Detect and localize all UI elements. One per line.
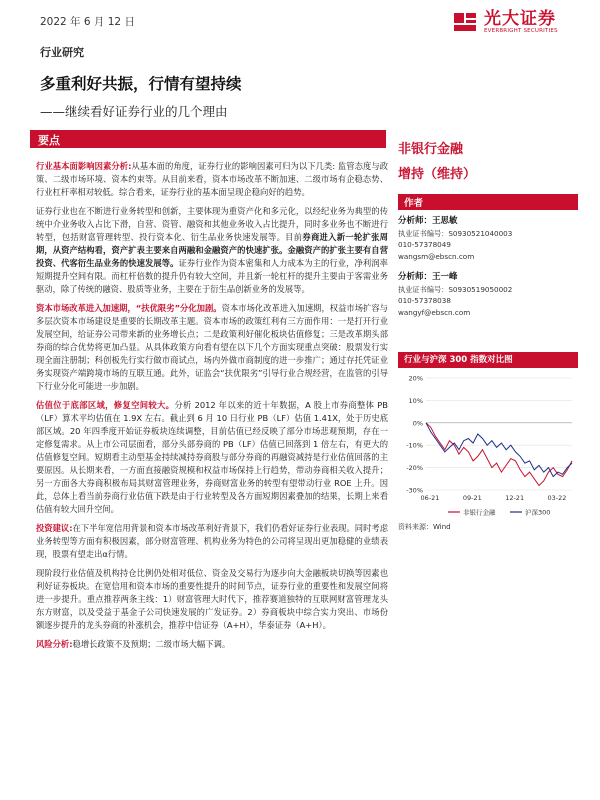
summary-label: 要点 [38,134,60,147]
index-comparison-chart [398,370,578,520]
sidebar [398,130,578,532]
report-title: 多重利好共振，行情有望持续 [40,75,242,93]
paragraph-valuation [36,399,388,516]
x-tick-label: 09-21 [462,494,482,502]
x-tick-label: 12-21 [505,494,525,502]
summary-body [36,160,388,657]
legend-label: 非银行金融 [463,508,496,517]
industry-rating: 增持（维持） [398,167,477,182]
brand-logo [452,6,582,38]
y-tick-label: -30% [406,486,423,495]
legend-label: 沪深300 [525,508,551,517]
y-tick-label: 0% [412,419,423,428]
paragraph-lead: 行业基本面影响因素分析: [36,161,132,171]
paragraph-lead: 估值位于底部区域，修复空间较大。 [36,400,175,410]
analyst-cert: 执业证书编号：S0930521040003 [398,228,513,238]
authors-header-bar [398,194,578,210]
analyst-name: 分析师：王思敏 [398,216,458,226]
paragraph-transformation [36,205,388,296]
paragraph-lead: 风险分析: [36,639,73,649]
paragraph-investment-advice [36,522,388,561]
analyst-card [398,272,578,318]
paragraph-text: 证券行业也在不断进行业务转型和创新，主要体现为重资产化和多元化，以经纪业务为典型的传统中介业务收入占比下滑，自营、资管、融资和其他业务收入占比提升，同时多业务也不断进行转型，包括财富管理转型、投行资本化、衍生品业务快速发展等。目前 [36,206,388,242]
analyst-card [398,216,578,262]
paragraph-fundamentals [36,160,388,199]
paragraph-text: 证券行业作为资本密集和人力成本为主的行业，净利润率短期提升空间有限。而杠杆倍数的提升仍有较大空间，并且新一轮杠杆的提升主要由于客需业务驱动，除了传统的融资、股质等业务，主要在于衍生品创新业务的发展等。 [36,258,388,294]
paragraph-emphasis: 券商进入新一轮扩张周期，从资产结构看，资产扩表主要来自两融和金融资产的快速扩张。金融资产的扩张主要有自营投资、代客衍生品业务的快速发展等。 [36,232,388,268]
analyst-email[interactable]: wangyf@ebscn.com [398,307,471,317]
paragraph-text: 在下半年宽信用背景和资本市场改革利好背景下，我们仍看好证券行业表现。同时考虑业务转型等方面有积极因素，部分财富管理、机构业务为特色的公司将呈现出更加稳健的业绩表现，股票有望走出α行情。 [36,523,388,559]
analyst-cert: 执业证书编号：S0930519050002 [398,284,513,294]
analyst-phone: 010-57378038 [398,296,451,305]
x-tick-label: 03-22 [547,494,567,502]
y-tick-label: 10% [408,396,423,405]
paragraph-text: 稳增长政策不及预期；二级市场大幅下调。 [72,639,231,649]
x-tick-label: 06-21 [420,494,440,502]
y-tick-label: 20% [408,374,423,383]
chart-header-bar [398,352,578,368]
paragraph-lead: 资本市场改革进入加速期，“扶优限劣”分化加剧。 [36,303,222,313]
everbright-logo-icon [452,9,478,35]
paragraph-text: 资本市场化改革进入加速期，权益市场扩容与多层次资本市场建设是重要的长期改革主题。资本市场的政策红利有三方面作用：一是打开行业发展空间，给证券公司带来新的业务增长点；二是政策利好催化板块估值修复；三是改革期头部券商的综合优势将更加凸显。从具体政策方向看有望在以下几个方面实现重点突破：股票发行实现全面注册制；科创板先行实行做市商试点，场内外做市商制度的进一步推广；通过存托凭证业务实现资产端跨境市场的互联互通。此外，证监会“扶优限劣”引导行业合规经营，在监管的引导下行业分化可能进一步加剧。 [36,303,388,391]
authors-label: 作者 [404,198,424,209]
industry-name: 非银行金融 [398,142,464,157]
logo-english-name: EVERBRIGHT SECURITIES [484,28,558,34]
paragraph-lead: 投资建议: [36,523,73,533]
paragraph-text: 分析 2012 年以来的近十年数据，A 股上市券商整体 PB（LF）算术平均估值在 1.9X 左右。截止到 6 月 10 日行业 PB（LF）估值 1.41X，处于历史底部区域。20 年四季度开始证券板块连续调整，目前估值已经反映了部分市场悲观预期，存在一定修复需求。从上市公司层面看，部分头部券商的 PB（LF）估值已回落到 1 倍左右，有更大的估值修复空间。短期看主动型基金持续减持券商股与部分券商的再融资减持是行业估值回落的主要原因。从长期来看，一方面直接融资规模和权益市场保持上行趋势，带动券商相关收入提升；另一方面各大券商积极布局其财富管理业务，券商财富业务的转型有望带动行业 ROE 上升。因此，总体上看当前券商行业估值下跌是由于行业转型及各方面短期因素叠加的结果，长期上来看估值有较大回升空间。 [36,400,388,514]
paragraph-text: 现阶段行业估值及机构持仓比例仍处相对低位、资金及交易行为逐步向大金融板块切换等因素也利好证券板块。在宽信用和资本市场的重要性提升的时间节点，证券行业的重要性和发展空间将进一步提升。重点推荐两条主线：1）财富管理大时代下，推荐赛道独特的互联网财富管理龙头东方财富，以及受益于基金子公司快速发展的广发证券。2）券商板块中综合实力突出、市场份额逐步提升的龙头券商的补涨机会，推荐中信证券（A+H），华泰证券（A+H）。 [36,568,388,630]
paragraph-recommendations [36,567,388,632]
report-category: 行业研究 [40,46,84,59]
paragraph-text: 从基本面的角度，证券行业的影响因素可归为以下几类: 监管态度与政策、二级市场环境、资本约束等。从目前来看，资本市场改革不断加速、二级市场有企稳态势、行业杠杆率相对较低。综合看来，证券行业的基本面呈现企稳向好的趋势。 [36,161,388,197]
chart-title: 行业与沪深 300 指数对比图 [404,355,513,365]
analyst-email[interactable]: wangsm@ebscn.com [398,251,475,261]
chart-source: 资料来源：Wind [398,523,451,531]
paragraph-risk [36,638,388,651]
report-date: 2022 年 6 月 12 日 [40,16,135,28]
paragraph-reform [36,302,388,393]
analyst-phone: 010-57378049 [398,240,451,249]
logo-chinese-name: 光大证券 [484,9,556,29]
y-tick-label: -10% [406,441,423,450]
analyst-name: 分析师：王一峰 [398,272,458,282]
summary-header-bar [30,130,386,148]
series-line [426,423,572,486]
y-tick-label: -20% [406,464,423,473]
report-subtitle: ——继续看好证券行业的几个理由 [40,104,228,119]
